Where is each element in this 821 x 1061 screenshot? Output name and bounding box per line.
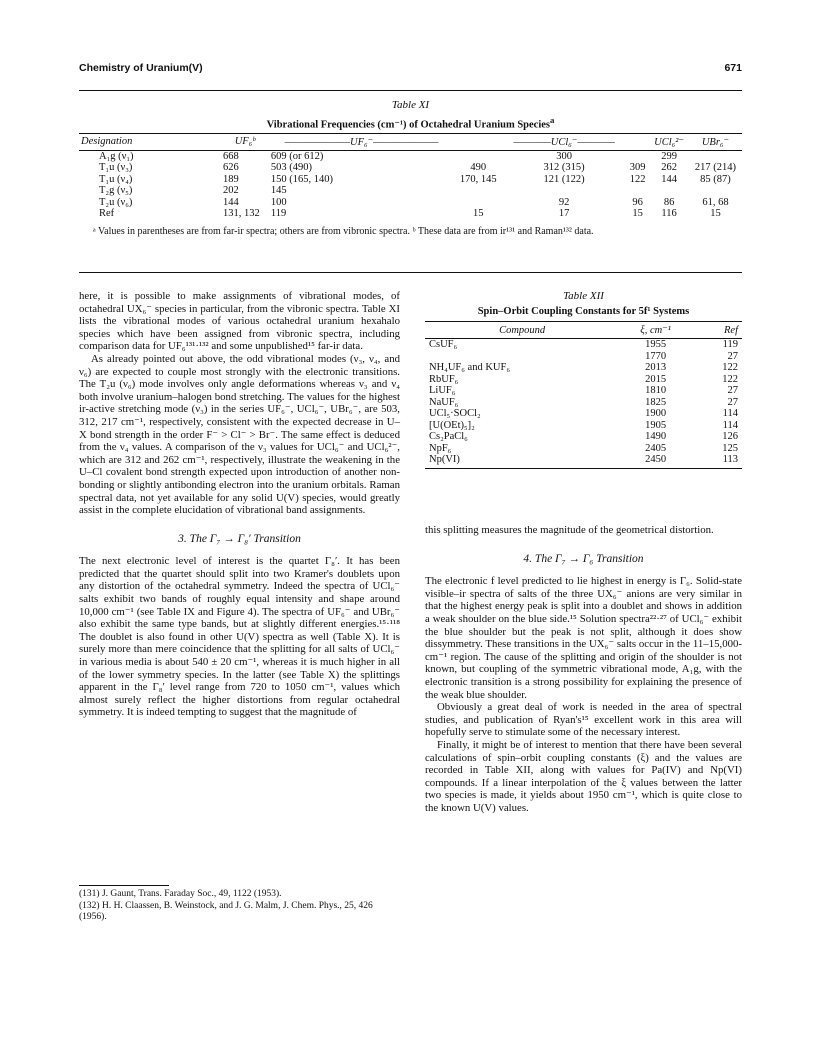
table-row xyxy=(79,162,742,174)
table-cell: 122 xyxy=(629,173,646,185)
table-row xyxy=(425,385,742,397)
table-cell xyxy=(454,185,502,197)
table-cell: T₁u (ν₃) xyxy=(99,162,133,173)
left-column xyxy=(79,290,400,719)
table-cell: Cs₂PaCl₆ xyxy=(429,431,468,442)
table-row xyxy=(79,185,742,197)
section-heading: 3. The Γ₇ → Γ₈′ Transition xyxy=(178,532,301,545)
table-cell: 503 (490) xyxy=(270,162,312,173)
table-cell: 92 xyxy=(558,196,570,208)
table-cell: 668 xyxy=(223,150,239,162)
table-cell: 299 xyxy=(661,150,677,162)
table-cell: A₁g (ν₁) xyxy=(99,150,134,162)
table-cell: 61, 68 xyxy=(702,196,729,208)
table-cell: T₂u (ν₆) xyxy=(99,196,133,208)
table-row xyxy=(425,397,742,409)
table-cell: 122 xyxy=(722,362,738,373)
table-cell: 144 xyxy=(223,196,239,208)
paragraph: Finally, it might be of interest to mention that there have been several calculations of spin–orbit coupling constants (ξ) and the values are recorded in Table XII, along with values for Pa(IV) and Np(VI) compounds. If a linear interpolation of the ξ values between the latter two species is made, it yields about 1950 cm⁻¹, which is quite close to the known U(V) values. xyxy=(425,738,742,814)
table-body xyxy=(79,150,742,220)
table-cell: Np(VI) xyxy=(425,454,617,468)
table-cell: 15 xyxy=(473,208,484,219)
paragraph: here, it is possible to make assignments of vibrational modes, of octahedral UX₆⁻ species in particular, from the vibronic spectra. Table XI lists the vibrational modes of various octahedral uranium hexahalo species which have been assigned from vibronic spectra, including comparison data for UF₆¹³¹·¹³² and some unpublished¹⁵ far-ir data. xyxy=(79,290,400,353)
references xyxy=(79,885,400,924)
section-heading: 4. The Γ₇ → Γ₆ Transition xyxy=(523,552,644,565)
table-cell: 125 xyxy=(722,442,738,454)
table-cell: 114 xyxy=(722,419,738,431)
table-row xyxy=(79,208,742,220)
table-cell: 27 xyxy=(727,350,738,362)
table-cell: 262 xyxy=(661,162,677,173)
table-cell: 126 xyxy=(722,431,738,442)
column-header xyxy=(454,133,502,150)
paragraph: this splitting measures the magnitude of the geometrical distortion. xyxy=(425,524,714,536)
paragraph: The electronic f level predicted to lie highest in energy is Γ₆. Solid-state visible–ir spectra of salts of the three UX₆⁻ anions are very similar in that the highest energy peak is split into a doublet and shows in addition a weak shoulder on the blue side.¹⁵ Solution spectra²²·²⁷ of UCl₆⁻ exhibit the blue shoulder but the peak is not split, although it does show dissymmetry. These transitions in the UX₆⁻ salts occur in the 11–15,000-cm⁻¹ region. The cause of the splitting and origin of the shoulder is not known, but coupling of the symmetric vibrational mode, A₁g, with the electronic transition is a strong possibility for explaining the presence of the weak blue shoulder. xyxy=(425,575,742,701)
table-cell: 1490 xyxy=(645,431,667,442)
paragraph: The next electronic level of interest is the quartet Γ₈′. It has been predicted that the quartet should split into two Kramer's doublets upon any distortion of the octahedral symmetry. Indeed the spectra of UCl₆⁻ salts exhibit two bands of roughly equal intensity and shape around 10,000 cm⁻¹ (see Table IX and Figure 4). The spectra of UF₆⁻ and UBr₆⁻ also exhibit the same type bands, but at slightly different energies.¹⁵·¹¹⁸ The doublet is also found in other U(V) spectra as well (Table X). It is surely more than mere coincidence that the splitting for all salts of UCl₆⁻ in various media is about 540 ± 20 cm⁻¹, whereas it is much higher in all of the lower symmetry species. In the latter (see Table X) the splittings apparent in the Γ₈′ level range from 720 to 1050 cm⁻¹, values which almost surely reflect the higher distortions from regular octahedral symmetry. It is indeed tempting to suggest that the magnitude of xyxy=(79,555,400,719)
table-cell: NH₄UF₆ and KUF₆ xyxy=(429,362,510,373)
table-cell: CsUF₆ xyxy=(429,339,458,350)
table-cell xyxy=(626,150,649,162)
table-row xyxy=(425,431,742,443)
column-header: UF₆ᵇ xyxy=(221,133,269,150)
column-header: ————UCl₆⁻———— xyxy=(502,133,626,150)
table-cell: 626 xyxy=(223,162,239,173)
column-header: Ref xyxy=(694,322,742,339)
table-cell: 86 xyxy=(663,196,675,208)
column-header xyxy=(626,133,649,150)
reference: (132) H. H. Claassen, B. Weinstock, and J. G. Malm, J. Chem. Phys., 25, 426 (1956). xyxy=(79,900,373,922)
table-cell xyxy=(425,351,617,363)
table-cell xyxy=(454,150,502,162)
table-cell: LiUF₆ xyxy=(429,385,456,396)
column-header: Compound xyxy=(425,322,617,339)
vibrational-frequencies-table xyxy=(79,133,742,220)
table-cell: 85 (87) xyxy=(700,173,731,185)
table-cell: 150 (165, 140) xyxy=(270,173,333,185)
table-cell: 131, 132 xyxy=(223,208,260,219)
table-cell: 113 xyxy=(694,454,742,468)
table-cell: 144 xyxy=(661,173,677,185)
page-number: 671 xyxy=(724,62,742,74)
table-footnote: ᵃ Values in parentheses are from far-ir spectra; others are from vibronic spectra. ᵇ These data are from ir¹³¹ and Raman¹³² data. xyxy=(93,225,594,237)
table-title xyxy=(79,115,742,131)
table-cell: 1825 xyxy=(645,396,667,408)
table-cell: 15 xyxy=(632,208,643,219)
table-title-footnote-mark: a xyxy=(550,115,555,125)
right-column xyxy=(425,524,742,814)
table-row xyxy=(79,197,742,209)
spin-orbit-table xyxy=(425,321,742,469)
table-cell: [U(OEt)₅]₂ xyxy=(429,419,475,431)
table-row xyxy=(425,454,742,468)
reference: (131) J. Gaunt, Trans. Faraday Soc., 49, 1122 (1953). xyxy=(79,889,282,899)
table-cell: 202 xyxy=(223,185,239,196)
table-cell xyxy=(649,185,689,197)
table-cell: 96 xyxy=(632,196,643,208)
table-11 xyxy=(79,90,742,237)
paragraph: Obviously a great deal of work is needed in the area of spectral studies, and publication of Ryan's¹⁵ excellent work in this area will hopefully serve to stimulate some of the necessary interest. xyxy=(425,701,742,739)
table-cell: 490 xyxy=(470,162,487,173)
column-header: Designation xyxy=(79,133,221,150)
table-cell: 17 xyxy=(558,208,570,219)
table-row xyxy=(79,150,742,162)
table-cell: 2013 xyxy=(645,362,667,373)
table-cell: 1900 xyxy=(645,408,667,419)
table-caption: Table XII xyxy=(563,290,604,302)
table-cell: RbUF₆ xyxy=(429,373,459,385)
table-cell: 121 (122) xyxy=(543,173,585,185)
table-cell: 1810 xyxy=(645,385,667,396)
table-cell xyxy=(626,185,649,197)
table-cell: 2405 xyxy=(645,442,667,454)
table-title-text: Vibrational Frequencies (cm⁻¹) of Octahedral Uranium Species xyxy=(266,119,551,131)
table-cell xyxy=(454,197,502,209)
paragraph: As already pointed out above, the odd vibrational modes (ν₃, ν₄, and ν₆) are expected to couple most strongly with the electronic transitions. The T₂u (ν₆) mode involves only angle deformations whereas ν₃ and ν₄ both involve uranium–halogen bond stretching. The values for the highest ir-active stretching mode (ν₃) in the series UF₆⁻, UCl₆⁻, UBr₆⁻, are 503, 312, 217 cm⁻¹, respectively, consistent with the expected decrease in U–X bond strength in the order F⁻ > Cl⁻ > Br⁻. The same effect is deduced from the ν₄ values. A comparison of the ν₃ values for UCl₆⁻ and UCl₆²⁻, which are 312 and 262 cm⁻¹, respectively, illustrate the weakening in the U–Cl covalent bond strength expected upon introduction of another non-bonding or slightly antibonding electron into the uranium orbitals. Raman spectral data, not yet available for any solid U(V) species, would greatly assist in the complete elucidation of vibrational band assignments. xyxy=(79,352,400,517)
table-body xyxy=(425,339,742,469)
table-row xyxy=(425,339,742,351)
table-cell: UCl₅·SOCl₂ xyxy=(429,408,481,419)
table-cell: Ref xyxy=(99,208,115,219)
table-cell: 116 xyxy=(661,208,677,219)
column-header: ———————UF₆⁻——————— xyxy=(269,133,454,150)
column-header: UBr₆⁻ xyxy=(689,133,742,150)
running-header xyxy=(79,62,742,78)
reference-rule xyxy=(79,885,169,886)
table-cell: T₁u (ν₄) xyxy=(99,173,133,185)
table-cell: 122 xyxy=(722,373,738,385)
table-cell: 1770 xyxy=(645,350,667,362)
table-row xyxy=(79,174,742,186)
table-cell: 217 (214) xyxy=(694,162,737,173)
table-cell: NpF₆ xyxy=(429,442,452,454)
table-cell: 27 xyxy=(727,385,738,396)
table-row xyxy=(425,374,742,386)
table-cell: 15 xyxy=(710,208,721,219)
table-cell: 119 xyxy=(270,208,287,219)
table-cell xyxy=(689,185,742,197)
table-cell xyxy=(689,150,742,162)
table-row xyxy=(425,408,742,420)
table-cell: 309 xyxy=(629,162,646,173)
table-cell: 119 xyxy=(722,339,738,350)
table-cell xyxy=(502,185,626,197)
table-cell: NaUF₆ xyxy=(429,396,459,408)
table-cell: 145 xyxy=(270,185,287,196)
table-cell: 114 xyxy=(722,408,738,419)
section-divider xyxy=(79,272,742,273)
table-12 xyxy=(425,290,742,469)
table-cell: 1905 xyxy=(645,419,667,431)
top-rule xyxy=(79,90,742,91)
journal-section-title: Chemistry of Uranium(V) xyxy=(79,62,203,74)
table-row xyxy=(425,420,742,432)
table-cell: 189 xyxy=(223,173,239,185)
table-cell: 312 (315) xyxy=(543,162,585,173)
table-cell: 609 (or 612) xyxy=(270,150,324,162)
table-cell: 300 xyxy=(556,150,572,162)
table-cell: 2450 xyxy=(617,454,694,468)
table-cell: 100 xyxy=(270,196,287,208)
column-header: ξ, cm⁻¹ xyxy=(617,322,694,339)
table-caption: Table XI xyxy=(391,99,430,111)
table-row xyxy=(425,443,742,455)
table-cell: 27 xyxy=(727,396,738,408)
table-header-row xyxy=(425,322,742,339)
table-row xyxy=(425,362,742,374)
table-cell: T₂g (ν₅) xyxy=(99,185,133,196)
table-cell: 1955 xyxy=(645,339,667,350)
table-cell: 2015 xyxy=(645,373,667,385)
table-row xyxy=(425,351,742,363)
table-header-row xyxy=(79,133,742,150)
table-cell: 170, 145 xyxy=(459,173,497,185)
column-header: UCl₆²⁻ xyxy=(649,133,689,150)
table-title: Spin–Orbit Coupling Constants for 5f¹ Systems xyxy=(477,306,690,317)
